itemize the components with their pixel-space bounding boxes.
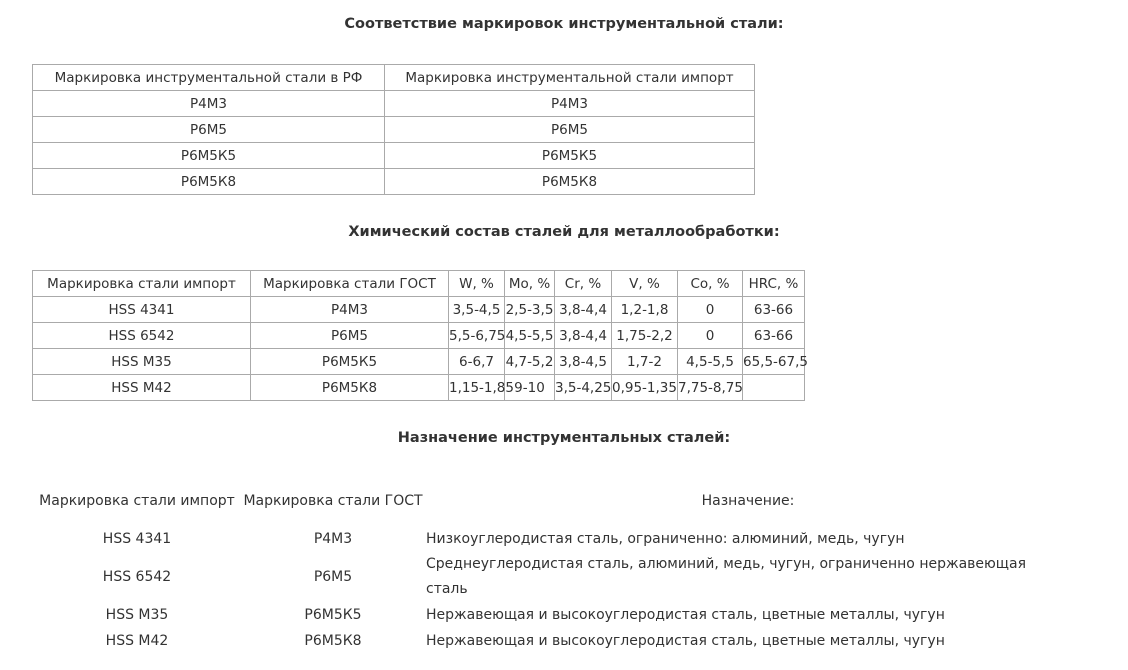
table-cell: Р4М3 <box>251 297 449 323</box>
table-header-cell: Маркировка стали ГОСТ <box>251 271 449 297</box>
table-cell: 3,8-4,4 <box>555 297 612 323</box>
table-cell: Низкоуглеродистая сталь, ограниченно: алюминий, медь, чугун <box>426 531 905 547</box>
table-cell: 3,8-4,4 <box>555 323 612 349</box>
table-cell <box>743 375 805 401</box>
table-cell: Р6М5 <box>251 323 449 349</box>
table-cell: 63-66 <box>743 323 805 349</box>
table-header-cell: Cr, % <box>555 271 612 297</box>
table-cell: 1,2-1,8 <box>612 297 678 323</box>
table-cell: 3,5-4,5 <box>449 297 505 323</box>
table-header-cell: Маркировка стали ГОСТ <box>243 492 423 509</box>
table-header-cell: Маркировка стали импорт <box>39 492 235 509</box>
table-cell: HSS 6542 <box>102 569 172 585</box>
table-cell: Р6М5К8 <box>33 169 385 195</box>
table-header-cell: Маркировка инструментальной стали в РФ <box>33 65 385 91</box>
table-cell: Р6М5К5 <box>304 607 362 623</box>
table-cell: Р6М5К8 <box>304 633 362 649</box>
table-cell: Р4М3 <box>385 91 755 117</box>
table-cell: HSS M35 <box>33 349 251 375</box>
table-cell: Р6М5К5 <box>385 143 755 169</box>
table-cell: Р6М5К8 <box>251 375 449 401</box>
table-cell: 4,7-5,2 <box>505 349 555 375</box>
table-row <box>32 552 1072 602</box>
table-cell: HSS 4341 <box>33 297 251 323</box>
table-cell: 2,5-3,5 <box>505 297 555 323</box>
table-cell: HSS 4341 <box>102 531 172 547</box>
table-cell: 65,5-67,5 <box>743 349 805 375</box>
table-header-cell: Маркировка стали импорт <box>33 271 251 297</box>
steel-application-table <box>32 476 1072 654</box>
table-row <box>33 349 805 375</box>
steel-marking-table <box>32 64 755 195</box>
table-cell: HSS M42 <box>33 375 251 401</box>
table-cell: HSS 6542 <box>33 323 251 349</box>
table-row <box>33 323 805 349</box>
table-cell: Р4М3 <box>33 91 385 117</box>
table-cell: 7,75-8,75 <box>678 375 743 401</box>
table-cell: Р6М5К8 <box>385 169 755 195</box>
section2-title: Химический состав сталей для металлообработки: <box>348 224 780 240</box>
table-header-cell: Маркировка инструментальной стали импорт <box>385 65 755 91</box>
table-header-row <box>32 476 1072 526</box>
table-row <box>33 169 755 195</box>
table-header-row <box>33 65 755 91</box>
table-cell: 3,8-4,5 <box>555 349 612 375</box>
table-cell: 3,5-4,25 <box>555 375 612 401</box>
section1-title: Соответствие маркировок инструментальной стали: <box>344 16 784 32</box>
table-cell: Р4М3 <box>313 531 353 547</box>
table-row <box>33 117 755 143</box>
table-cell: Р6М5К5 <box>251 349 449 375</box>
table-cell: Р6М5 <box>385 117 755 143</box>
table-header-cell: W, % <box>449 271 505 297</box>
table-cell: 4,5-5,5 <box>678 349 743 375</box>
table-cell: 0 <box>678 297 743 323</box>
table-cell: 1,7-2 <box>612 349 678 375</box>
table-cell: HSS M42 <box>105 633 169 649</box>
table-cell: 63-66 <box>743 297 805 323</box>
table-cell: Р6М5 <box>33 117 385 143</box>
chemical-composition-table <box>32 270 808 401</box>
table-header-row <box>33 271 805 297</box>
table-header-cell: Назначение: <box>701 493 795 509</box>
table-cell: 9-10 <box>505 375 555 401</box>
table-cell: 0 <box>678 323 743 349</box>
table-header-cell: V, % <box>612 271 678 297</box>
table-cell: 5,5-6,75 <box>449 323 505 349</box>
table-row <box>32 628 1072 654</box>
table-header-cell: Co, % <box>678 271 743 297</box>
table-cell: 0,95-1,35 <box>612 375 678 401</box>
table-cell: Р6М5К5 <box>33 143 385 169</box>
table-cell: Среднеуглеродистая сталь, алюминий, медь, чугун, ограниченно нержавеющая сталь <box>426 556 1026 597</box>
table-row <box>32 602 1072 628</box>
table-row <box>33 375 805 401</box>
section3-title: Назначение инструментальных сталей: <box>397 430 731 446</box>
table-cell: Нержавеющая и высокоуглеродистая сталь, цветные металлы, чугун <box>426 607 945 623</box>
table-cell: 1,75-2,2 <box>612 323 678 349</box>
table-cell: HSS M35 <box>105 607 169 623</box>
table-cell: 1,15-1,85 <box>449 375 505 401</box>
table-row <box>33 143 755 169</box>
table-cell: Нержавеющая и высокоуглеродистая сталь, цветные металлы, чугун <box>426 633 945 649</box>
table-cell: 6-6,7 <box>449 349 505 375</box>
table-header-cell: HRC, % <box>743 271 805 297</box>
table-row <box>33 297 805 323</box>
table-row <box>33 91 755 117</box>
table-cell: Р6М5 <box>313 569 353 585</box>
table-cell: 4,5-5,5 <box>505 323 555 349</box>
table-header-cell: Mo, % <box>505 271 555 297</box>
table-row <box>32 526 1072 552</box>
